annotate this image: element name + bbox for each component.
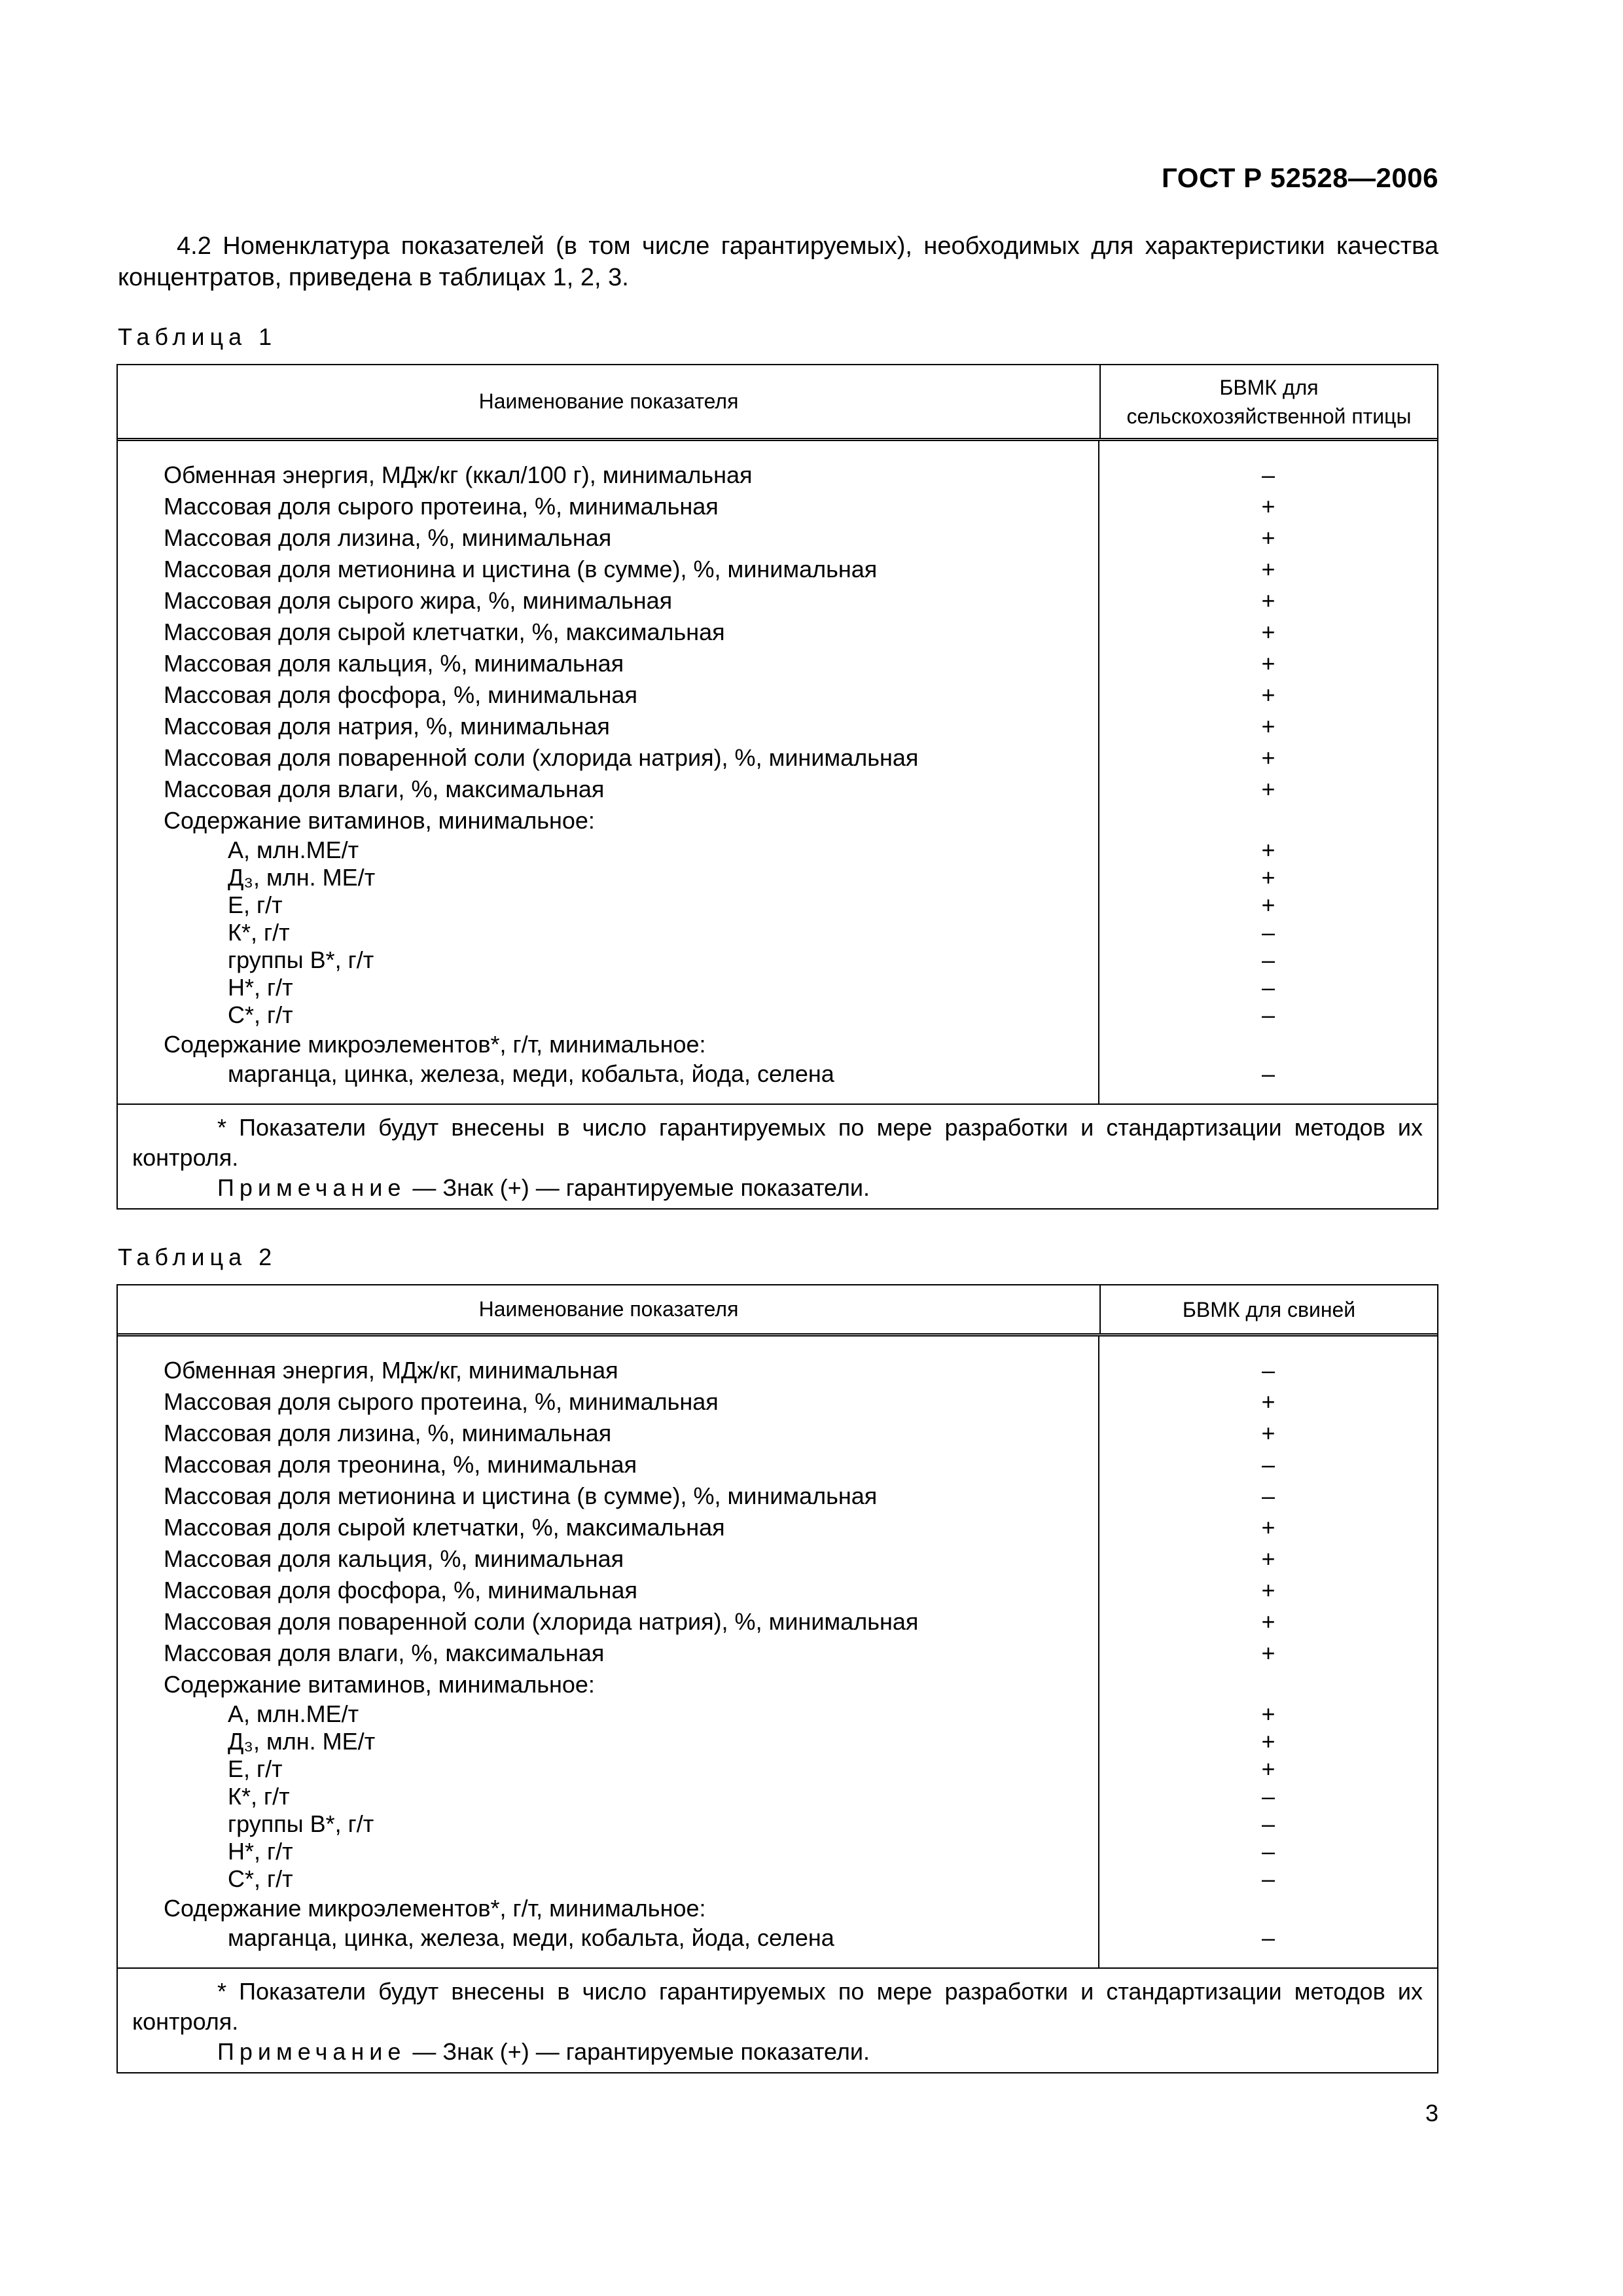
- table1-values-column: [1099, 441, 1437, 1103]
- table2-note: [132, 2037, 1423, 2067]
- table-row-value: +: [1261, 744, 1275, 771]
- micro-title-value: [1099, 1029, 1437, 1060]
- vitamin-row-value: –: [1261, 1865, 1275, 1892]
- table-row-name: Массовая доля сырого протеина, %, минимальная: [164, 1388, 719, 1415]
- table-row-name: Массовая доля лизина, %, минимальная: [164, 1420, 612, 1446]
- table-row-value: +: [1261, 650, 1275, 677]
- document-code: ГОСТ Р 52528—2006: [1162, 162, 1438, 193]
- micro-title-value: [1099, 1893, 1437, 1924]
- table-row-value: +: [1261, 1608, 1275, 1635]
- table-row-name: Массовая доля поваренной соли (хлорида натрия), %, минимальная: [164, 1608, 919, 1635]
- vitamin-row-name: Н*, г/т: [228, 1838, 293, 1865]
- vitamin-row-value: –: [1261, 1838, 1275, 1865]
- table-row-value: +: [1261, 524, 1275, 551]
- table-row-name: Массовая доля фосфора, %, минимальная: [164, 1577, 637, 1604]
- table-row-value: +: [1261, 556, 1275, 583]
- table-row-name: Массовая доля сырой клетчатки, %, максимальная: [164, 619, 725, 645]
- vitamin-row-value: –: [1261, 1783, 1275, 1810]
- vitamin-row-value: +: [1261, 1728, 1275, 1755]
- table2-col1-header: Наименование показателя: [118, 1285, 1101, 1333]
- table-row-name: Массовая доля влаги, %, максимальная: [164, 776, 605, 802]
- table-row-name: Массовая доля влаги, %, максимальная: [164, 1640, 605, 1666]
- table-row-value: –: [1261, 1357, 1275, 1384]
- micro-item-name: марганца, цинка, железа, меди, кобальта, йода, селена: [228, 1924, 834, 1951]
- table2-names-column: [118, 1336, 1099, 1967]
- vitamin-row-name: К*, г/т: [228, 919, 290, 946]
- table2-caption: Таблица 2: [118, 1244, 277, 1270]
- micro-item-name: марганца, цинка, железа, меди, кобальта, йода, селена: [228, 1060, 834, 1087]
- table1-note-text: — Знак (+) — гарантируемые показатели.: [406, 1174, 870, 1201]
- table1-note-label: Примечание: [217, 1174, 406, 1201]
- table-row-value: +: [1261, 1514, 1275, 1541]
- table-row-name: Обменная энергия, МДж/кг (ккал/100 г), минимальная: [164, 461, 753, 488]
- table-row-name: Массовая доля треонина, %, минимальная: [164, 1451, 637, 1478]
- table1-names-column: [118, 441, 1099, 1103]
- vitamin-row-name: А, млн.МЕ/т: [228, 836, 359, 863]
- vitamin-row-value: –: [1261, 919, 1275, 946]
- vitamin-row-name: Д₃, млн. МЕ/т: [228, 864, 376, 891]
- table2-values-column: [1099, 1336, 1437, 1967]
- table-row-value: +: [1261, 1545, 1275, 1572]
- table2-col2-header: БВМК для свиней: [1182, 1297, 1356, 1321]
- micro-item-value: –: [1261, 1924, 1275, 1951]
- vitamin-row-value: –: [1261, 1810, 1275, 1837]
- table-row-value: [1099, 1669, 1437, 1700]
- table-row-name: Содержание витаминов, минимальное:: [164, 807, 595, 834]
- table1-body: [118, 441, 1437, 1105]
- vitamin-row-value: +: [1261, 891, 1275, 918]
- vitamin-row-value: +: [1261, 836, 1275, 863]
- table1-col2-header-line1: БВМК для: [1219, 375, 1319, 399]
- intro-paragraph: [118, 230, 1438, 293]
- vitamin-row-name: группы В*, г/т: [228, 946, 374, 973]
- table2-note-label: Примечание: [217, 2038, 406, 2065]
- vitamin-row-value: +: [1261, 1700, 1275, 1727]
- table-row-value: +: [1261, 1640, 1275, 1666]
- vitamin-row-value: +: [1261, 864, 1275, 891]
- vitamin-row-name: группы В*, г/т: [228, 1810, 374, 1837]
- vitamin-row-name: К*, г/т: [228, 1783, 290, 1810]
- table-row-value: +: [1261, 713, 1275, 740]
- table2-footnote: * Показатели будут внесены в число гарантируемых по мере разработки и стандартизации методов их контроля.: [132, 1978, 1423, 2035]
- table1: [116, 364, 1438, 1210]
- micro-item-value: –: [1261, 1060, 1275, 1087]
- table-row-name: Содержание витаминов, минимальное:: [164, 1671, 595, 1698]
- table-row-name: Массовая доля лизина, %, минимальная: [164, 524, 612, 551]
- table1-note: [132, 1173, 1423, 1203]
- table-row-value: +: [1261, 493, 1275, 520]
- table-row-value: +: [1261, 1577, 1275, 1604]
- table-row-name: Массовая доля сырого жира, %, минимальная: [164, 587, 673, 614]
- table1-col2-header-line2: сельскохозяйственной птицы: [1126, 404, 1412, 428]
- intro-text: 4.2 Номенклатура показателей (в том числе гарантируемых), необходимых для характеристики качества концентратов, приведена в таблицах 1, 2, 3.: [118, 232, 1438, 291]
- table-row-value: +: [1261, 587, 1275, 614]
- table-row-value: +: [1261, 776, 1275, 802]
- table-row-value: –: [1261, 1451, 1275, 1478]
- table-row-value: +: [1261, 1388, 1275, 1415]
- vitamin-row-name: А, млн.МЕ/т: [228, 1700, 359, 1727]
- vitamin-row-name: Е, г/т: [228, 1755, 283, 1782]
- table-row-name: Массовая доля фосфора, %, минимальная: [164, 681, 637, 708]
- table-row-value: [1099, 805, 1437, 836]
- vitamin-row-value: –: [1261, 1001, 1275, 1028]
- table-row-name: Обменная энергия, МДж/кг, минимальная: [164, 1357, 618, 1384]
- table1-footnote: * Показатели будут внесены в число гарантируемых по мере разработки и стандартизации методов их контроля.: [132, 1114, 1423, 1171]
- table2-footer: [118, 1969, 1437, 2072]
- table-row-value: –: [1261, 461, 1275, 488]
- vitamin-row-name: Н*, г/т: [228, 974, 293, 1001]
- table2-header: [118, 1285, 1437, 1336]
- table2-note-text: — Знак (+) — гарантируемые показатели.: [406, 2038, 870, 2065]
- vitamin-row-name: Е, г/т: [228, 891, 283, 918]
- table1-col2-header: [1101, 365, 1437, 438]
- table2: [116, 1284, 1438, 2073]
- table-row-name: Массовая доля поваренной соли (хлорида натрия), %, минимальная: [164, 744, 919, 771]
- table-row-value: +: [1261, 1420, 1275, 1446]
- page-number: 3: [1425, 2100, 1438, 2126]
- table-row-value: –: [1261, 1482, 1275, 1509]
- table-row-name: Массовая доля метионина и цистина (в сумме), %, минимальная: [164, 556, 878, 583]
- table1-caption: Таблица 1: [118, 323, 277, 350]
- table-row-name: Массовая доля натрия, %, минимальная: [164, 713, 610, 740]
- table1-col1-header: Наименование показателя: [118, 365, 1101, 438]
- vitamin-row-value: +: [1261, 1755, 1275, 1782]
- vitamin-row-name: С*, г/т: [228, 1865, 293, 1892]
- table-row-name: Массовая доля кальция, %, минимальная: [164, 1545, 624, 1572]
- table1-header: [118, 365, 1437, 441]
- table-row-name: Массовая доля сырой клетчатки, %, максимальная: [164, 1514, 725, 1541]
- table-row-value: +: [1261, 681, 1275, 708]
- table1-footer: [118, 1105, 1437, 1208]
- vitamin-row-value: –: [1261, 946, 1275, 973]
- vitamin-row-name: С*, г/т: [228, 1001, 293, 1028]
- table-row-name: Массовая доля кальция, %, минимальная: [164, 650, 624, 677]
- table2-body: [118, 1336, 1437, 1969]
- vitamin-row-value: –: [1261, 974, 1275, 1001]
- vitamin-row-name: Д₃, млн. МЕ/т: [228, 1728, 376, 1755]
- micro-title: Содержание микроэлементов*, г/т, минимальное:: [164, 1031, 706, 1058]
- table-row-value: +: [1261, 619, 1275, 645]
- table-row-name: Массовая доля сырого протеина, %, минимальная: [164, 493, 719, 520]
- micro-title: Содержание микроэлементов*, г/т, минимальное:: [164, 1895, 706, 1922]
- table-row-name: Массовая доля метионина и цистина (в сумме), %, минимальная: [164, 1482, 878, 1509]
